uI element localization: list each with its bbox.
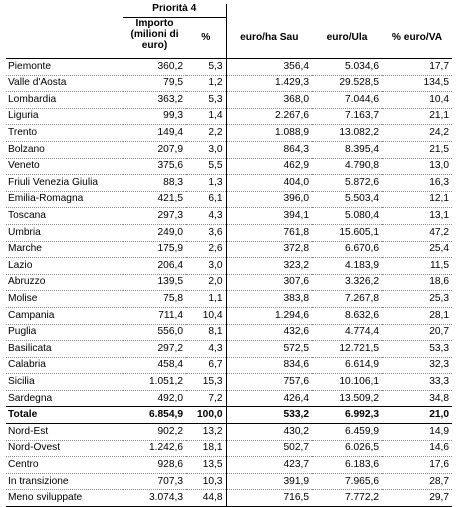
- cell-pct-euro-va: 11,5: [382, 258, 452, 275]
- cell-region-name: Umbria: [6, 224, 123, 241]
- cell-euro-ha-sau: 394,1: [226, 208, 312, 225]
- cell-euro-ula: 7.965,6: [312, 473, 382, 490]
- cell-euro-ha-sau: 1.429,3: [226, 75, 312, 92]
- cell-pct-euro-va: 12,1: [382, 191, 452, 208]
- table-row: [6, 258, 452, 275]
- cell-euro-ha-sau: 372,8: [226, 241, 312, 258]
- cell-euro-ula: 3.326,2: [312, 274, 382, 291]
- cell-euro-ha-sau: 757,6: [226, 374, 312, 391]
- cell-euro-ha-sau: 391,9: [226, 473, 312, 490]
- cell-pct: 2,6: [186, 241, 226, 258]
- cell-euro-ha-sau: 307,6: [226, 274, 312, 291]
- cell-importo: 458,4: [123, 357, 186, 374]
- table-row: [6, 424, 452, 441]
- cell-pct: 6,1: [186, 191, 226, 208]
- cell-euro-ha-sau: 1.294,6: [226, 307, 312, 324]
- cell-pct: 5,3: [186, 59, 226, 76]
- cell-euro-ula: 6.670,6: [312, 241, 382, 258]
- cell-euro-ha-sau: 368,0: [226, 92, 312, 109]
- cell-importo: 711,4: [123, 307, 186, 324]
- cell-region-name: Abruzzo: [6, 274, 123, 291]
- cell-euro-ula: 8.395,4: [312, 141, 382, 158]
- cell-pct: 2,0: [186, 274, 226, 291]
- cell-pct: 7,2: [186, 390, 226, 407]
- table-row: [6, 291, 452, 308]
- cell-euro-ula: 7.163,7: [312, 108, 382, 125]
- cell-euro-ha-sau: 761,8: [226, 224, 312, 241]
- cell-euro-ha-sau: 1.088,9: [226, 125, 312, 142]
- cell-euro-ula: 12.721,5: [312, 341, 382, 358]
- header-corner: [6, 18, 123, 59]
- cell-region-name: Puglia: [6, 324, 123, 341]
- cell-pct-euro-va: 13,0: [382, 158, 452, 175]
- cell-pct: 8,1: [186, 324, 226, 341]
- table-row: [6, 307, 452, 324]
- cell-importo: 556,0: [123, 324, 186, 341]
- cell-pct-euro-va: 25,4: [382, 241, 452, 258]
- cell-importo: 3.074,3: [123, 490, 186, 507]
- cell-region-name: Veneto: [6, 158, 123, 175]
- cell-euro-ula: 5.503,4: [312, 191, 382, 208]
- col-header-va: % euro/VA: [382, 18, 452, 59]
- cell-importo: 175,9: [123, 241, 186, 258]
- table-row: [6, 457, 452, 474]
- table-row: [6, 341, 452, 358]
- cell-region-name: In transizione: [6, 473, 123, 490]
- cell-pct-euro-va: 21,0: [382, 407, 452, 424]
- header-corner: [6, 4, 123, 18]
- cell-pct: 18,1: [186, 440, 226, 457]
- cell-pct: 4,3: [186, 208, 226, 225]
- priority-group-label: Priorità 4: [123, 4, 226, 18]
- cell-region-name: Bolzano: [6, 141, 123, 158]
- cell-pct-euro-va: 134,5: [382, 75, 452, 92]
- cell-pct-euro-va: 13,1: [382, 208, 452, 225]
- cell-pct-euro-va: 28,1: [382, 307, 452, 324]
- cell-euro-ula: 7.772,2: [312, 490, 382, 507]
- table-row: [6, 490, 452, 507]
- cell-pct-euro-va: 17,7: [382, 59, 452, 76]
- cell-euro-ha-sau: 716,5: [226, 490, 312, 507]
- cell-region-name: Marche: [6, 241, 123, 258]
- cell-euro-ha-sau: 356,4: [226, 59, 312, 76]
- cell-euro-ula: 5.872,6: [312, 175, 382, 192]
- cell-pct-euro-va: 24,2: [382, 125, 452, 142]
- cell-euro-ha-sau: 423,7: [226, 457, 312, 474]
- table-row: [6, 141, 452, 158]
- cell-region-name: Molise: [6, 291, 123, 308]
- cell-pct-euro-va: 32,3: [382, 357, 452, 374]
- cell-region-name: Nord-Est: [6, 424, 123, 441]
- cell-euro-ha-sau: 426,4: [226, 390, 312, 407]
- cell-region-name: Toscana: [6, 208, 123, 225]
- cell-region-name: Nord-Ovest: [6, 440, 123, 457]
- cell-pct-euro-va: 21,5: [382, 141, 452, 158]
- cell-euro-ula: 6.614,9: [312, 357, 382, 374]
- cell-pct-euro-va: 47,2: [382, 224, 452, 241]
- cell-pct: 10,3: [186, 473, 226, 490]
- cell-euro-ula: 5.034,6: [312, 59, 382, 76]
- cell-pct: 13,5: [186, 457, 226, 474]
- cell-region-name: Emilia-Romagna: [6, 191, 123, 208]
- table-row: [6, 92, 452, 109]
- cell-importo: 375,6: [123, 158, 186, 175]
- cell-importo: 75,8: [123, 291, 186, 308]
- col-header-sau: euro/ha Sau: [226, 18, 312, 59]
- cell-pct: 1,4: [186, 108, 226, 125]
- cell-pct-euro-va: 34,8: [382, 390, 452, 407]
- col-header-pct: %: [186, 18, 226, 59]
- cell-euro-ula: 6.026,5: [312, 440, 382, 457]
- cell-pct-euro-va: 10,4: [382, 92, 452, 109]
- table-header: [6, 4, 452, 59]
- cell-pct: 10,4: [186, 307, 226, 324]
- cell-euro-ula: 6.992,3: [312, 407, 382, 424]
- cell-importo: 79,5: [123, 75, 186, 92]
- cell-euro-ha-sau: 864,3: [226, 141, 312, 158]
- total-row: [6, 407, 452, 424]
- cell-importo: 297,3: [123, 208, 186, 225]
- cell-euro-ha-sau: 323,2: [226, 258, 312, 275]
- cell-pct: 3,6: [186, 224, 226, 241]
- cell-importo: 1.051,2: [123, 374, 186, 391]
- cell-pct-euro-va: 21,1: [382, 108, 452, 125]
- cell-region-name: Lombardia: [6, 92, 123, 109]
- cell-importo: 139,5: [123, 274, 186, 291]
- table-row: [6, 224, 452, 241]
- cell-pct: 6,7: [186, 357, 226, 374]
- cell-pct: 13,2: [186, 424, 226, 441]
- cell-euro-ula: 4.183,9: [312, 258, 382, 275]
- header-spacer: [382, 4, 452, 18]
- cell-region-name: Lazio: [6, 258, 123, 275]
- cell-region-name: Liguria: [6, 108, 123, 125]
- table-row: [6, 374, 452, 391]
- col-header-importo: Importo (milioni di euro): [123, 18, 186, 59]
- cell-euro-ha-sau: 2.267,6: [226, 108, 312, 125]
- cell-region-name: Valle d'Aosta: [6, 75, 123, 92]
- cell-importo: 99,3: [123, 108, 186, 125]
- cell-importo: 902,2: [123, 424, 186, 441]
- cell-region-name: Calabria: [6, 357, 123, 374]
- cell-region-name: Centro: [6, 457, 123, 474]
- cell-euro-ula: 6.183,6: [312, 457, 382, 474]
- cell-pct: 1,1: [186, 291, 226, 308]
- table-row: [6, 175, 452, 192]
- cell-pct-euro-va: 18,6: [382, 274, 452, 291]
- cell-euro-ula: 5.080,4: [312, 208, 382, 225]
- data-table: [6, 4, 452, 507]
- cell-pct-euro-va: 53,3: [382, 341, 452, 358]
- col-header-ula: euro/Ula: [312, 18, 382, 59]
- cell-euro-ha-sau: 404,0: [226, 175, 312, 192]
- table-row: [6, 191, 452, 208]
- cell-euro-ha-sau: 502,7: [226, 440, 312, 457]
- cell-pct: 3,0: [186, 258, 226, 275]
- cell-region-name: Friuli Venezia Giulia: [6, 175, 123, 192]
- cell-region-name: Trento: [6, 125, 123, 142]
- cell-pct-euro-va: 17,6: [382, 457, 452, 474]
- cell-euro-ula: 7.267,8: [312, 291, 382, 308]
- cell-region-name: Sicilia: [6, 374, 123, 391]
- cell-region-name: Sardegna: [6, 390, 123, 407]
- cell-pct-euro-va: 14,6: [382, 440, 452, 457]
- cell-pct: 5,3: [186, 92, 226, 109]
- cell-pct: 3,0: [186, 141, 226, 158]
- cell-region-name: Campania: [6, 307, 123, 324]
- cell-euro-ula: 29.528,5: [312, 75, 382, 92]
- cell-euro-ha-sau: 383,8: [226, 291, 312, 308]
- cell-euro-ula: 13.509,2: [312, 390, 382, 407]
- cell-importo: 363,2: [123, 92, 186, 109]
- cell-pct-euro-va: 33,3: [382, 374, 452, 391]
- cell-importo: 421,5: [123, 191, 186, 208]
- cell-euro-ha-sau: 834,6: [226, 357, 312, 374]
- cell-importo: 928,6: [123, 457, 186, 474]
- cell-pct: 15,3: [186, 374, 226, 391]
- cell-euro-ula: 6.459,9: [312, 424, 382, 441]
- cell-euro-ula: 7.044,6: [312, 92, 382, 109]
- table-row: [6, 440, 452, 457]
- table-row: [6, 274, 452, 291]
- cell-euro-ha-sau: 572,5: [226, 341, 312, 358]
- cell-euro-ula: 4.790,8: [312, 158, 382, 175]
- cell-importo: 492,0: [123, 390, 186, 407]
- cell-euro-ula: 4.774,4: [312, 324, 382, 341]
- cell-euro-ha-sau: 432,6: [226, 324, 312, 341]
- table-row: [6, 473, 452, 490]
- cell-pct: 4,3: [186, 341, 226, 358]
- table-row: [6, 357, 452, 374]
- cell-region-name: Totale: [6, 407, 123, 424]
- cell-euro-ula: 15.605,1: [312, 224, 382, 241]
- cell-euro-ula: 8.632,6: [312, 307, 382, 324]
- cell-pct-euro-va: 25,3: [382, 291, 452, 308]
- cell-euro-ha-sau: 462,9: [226, 158, 312, 175]
- cell-pct: 2,2: [186, 125, 226, 142]
- table-row: [6, 241, 452, 258]
- cell-pct: 5,5: [186, 158, 226, 175]
- cell-region-name: Meno sviluppate: [6, 490, 123, 507]
- cell-pct: 44,8: [186, 490, 226, 507]
- cell-pct-euro-va: 14,9: [382, 424, 452, 441]
- cell-importo: 207,9: [123, 141, 186, 158]
- cell-importo: 249,0: [123, 224, 186, 241]
- cell-pct-euro-va: 28,7: [382, 473, 452, 490]
- cell-euro-ha-sau: 396,0: [226, 191, 312, 208]
- cell-euro-ha-sau: 533,2: [226, 407, 312, 424]
- cell-euro-ula: 13.082,2: [312, 125, 382, 142]
- table-row: [6, 390, 452, 407]
- cell-pct: 1,3: [186, 175, 226, 192]
- cell-importo: 88,3: [123, 175, 186, 192]
- table-row: [6, 208, 452, 225]
- cell-pct: 1,2: [186, 75, 226, 92]
- cell-pct-euro-va: 29,7: [382, 490, 452, 507]
- cell-pct: 100,0: [186, 407, 226, 424]
- cell-importo: 6.854,9: [123, 407, 186, 424]
- cell-importo: 1.242,6: [123, 440, 186, 457]
- cell-pct-euro-va: 16,3: [382, 175, 452, 192]
- cell-importo: 149,4: [123, 125, 186, 142]
- cell-importo: 297,2: [123, 341, 186, 358]
- table-row: [6, 108, 452, 125]
- cell-pct-euro-va: 20,7: [382, 324, 452, 341]
- cell-region-name: Basilicata: [6, 341, 123, 358]
- table-row: [6, 324, 452, 341]
- cell-region-name: Piemonte: [6, 59, 123, 76]
- cell-importo: 206,4: [123, 258, 186, 275]
- cell-euro-ha-sau: 430,2: [226, 424, 312, 441]
- cell-importo: 707,3: [123, 473, 186, 490]
- table-body: [6, 59, 452, 507]
- table-row: [6, 59, 452, 76]
- cell-importo: 360,2: [123, 59, 186, 76]
- table-row: [6, 158, 452, 175]
- table-row: [6, 125, 452, 142]
- cell-euro-ula: 10.106,1: [312, 374, 382, 391]
- table-row: [6, 75, 452, 92]
- header-spacer: [312, 4, 382, 18]
- header-spacer: [226, 4, 312, 18]
